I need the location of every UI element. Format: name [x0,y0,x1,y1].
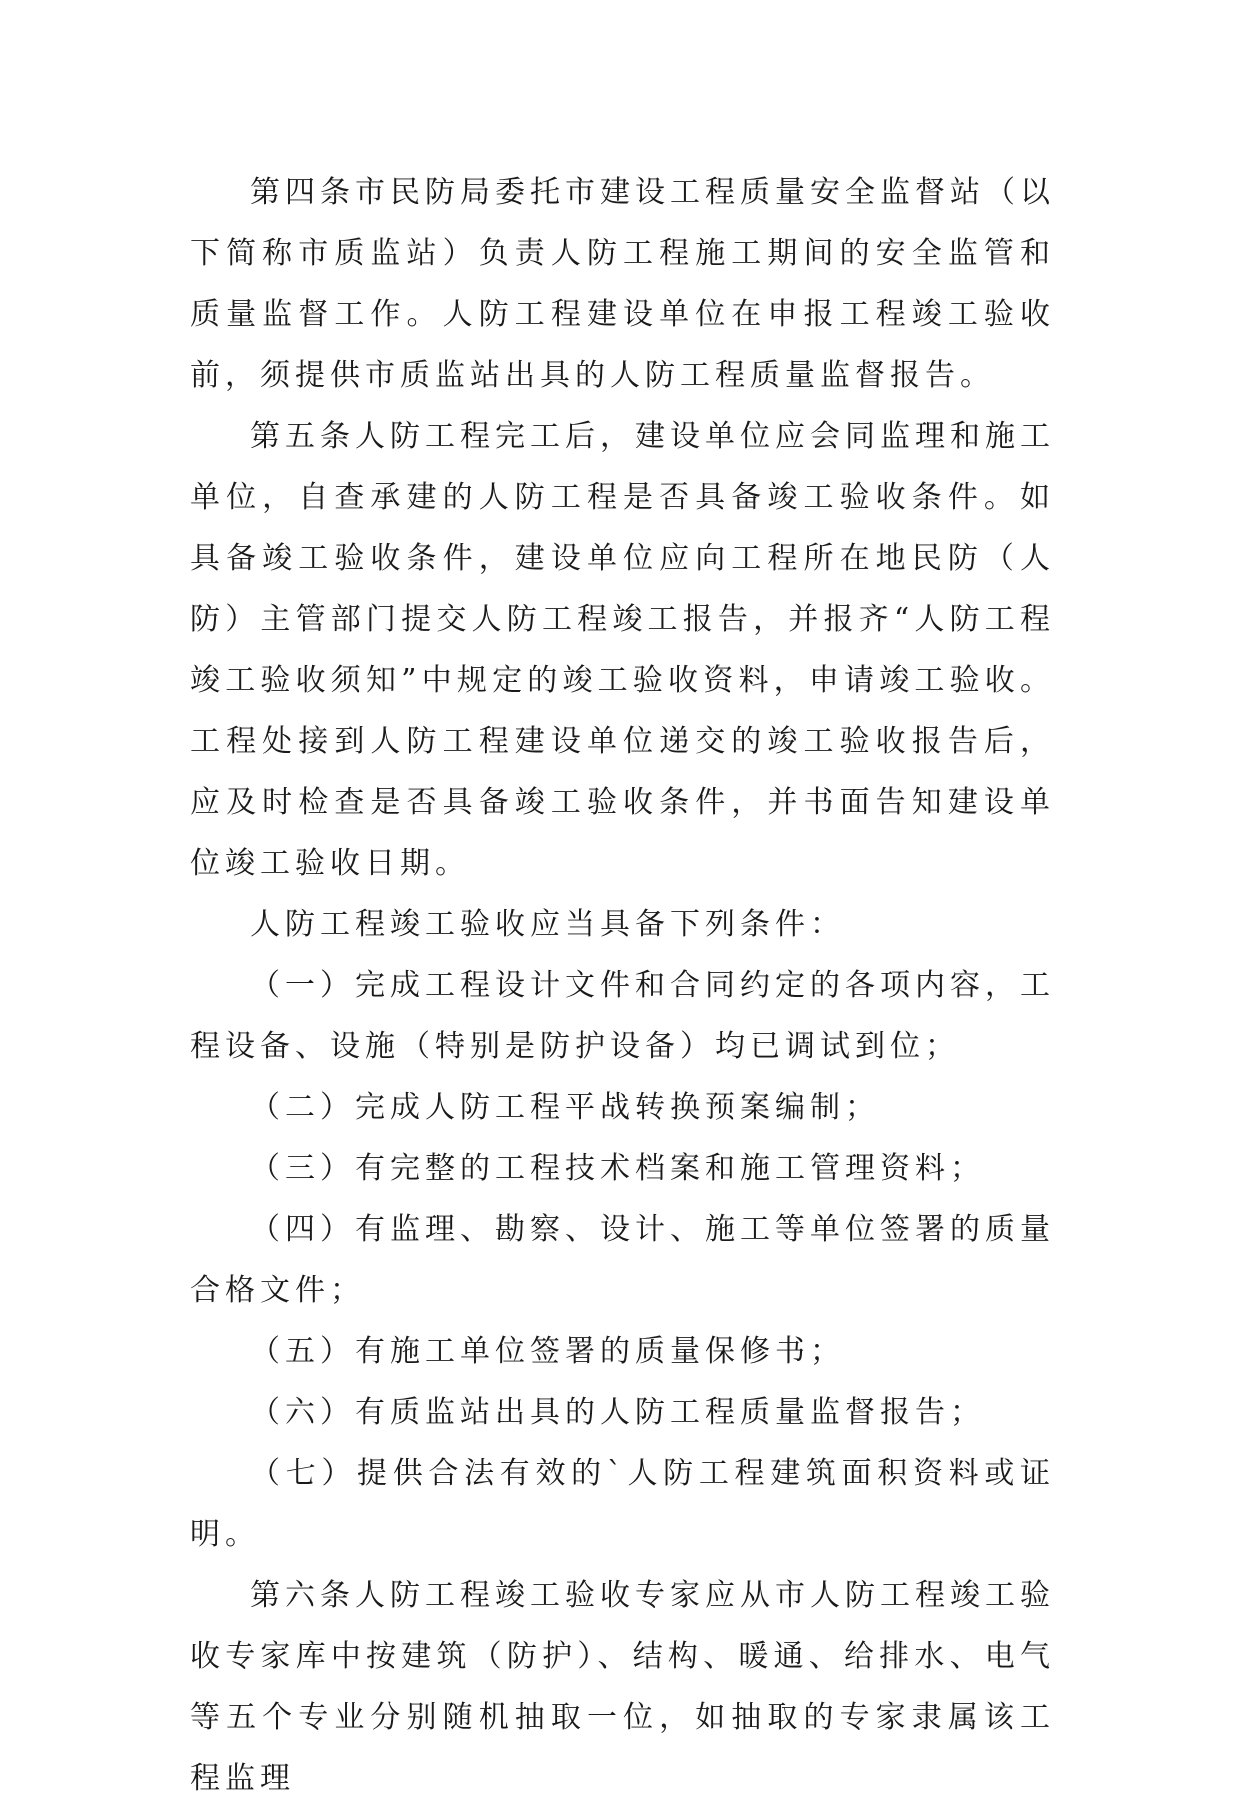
paragraph-condition-2: （二）完成人防工程平战转换预案编制； [250,1090,880,1125]
paragraph-article-4: 第四条市民防局委托市建设工程质量安全监督站（以下简称市质监站）负责人防工程施工期间的安全监管和质量监督工作。人防工程建设单位在申报工程竣工验收前，须提供市质监站出具的人防工程质量监督报告。 [190,175,1055,393]
paragraph-condition-7: （七）提供合法有效的`人防工程建筑面积资料或证明。 [190,1456,1055,1552]
paragraph-condition-1: （一）完成工程设计文件和合同约定的各项内容，工程设备、设施（特别是防护设备）均已调试到位； [190,968,1055,1064]
paragraph-conditions-intro: 人防工程竣工验收应当具备下列条件： [250,907,845,942]
paragraph-article-6: 第六条人防工程竣工验收专家应从市人防工程竣工验收专家库中按建筑（防护）、结构、暖通、给排水、电气等五个专业分别随机抽取一位，如抽取的专家隶属该工程监理 [190,1578,1055,1796]
paragraph-article-5: 第五条人防工程完工后，建设单位应会同监理和施工单位，自查承建的人防工程是否具备竣工验收条件。如具备竣工验收条件，建设单位应向工程所在地民防（人防）主管部门提交人防工程竣工报告，并报齐“人防工程竣工验收须知”中规定的竣工验收资料，申请竣工验收。工程处接到人防工程建设单位递交的竣工验收报告后，应及时检查是否具备竣工验收条件，并书面告知建设单位竣工验收日期。 [190,419,1055,881]
document-body [190,162,1055,1809]
paragraph-condition-3: （三）有完整的工程技术档案和施工管理资料； [250,1151,985,1186]
paragraph-condition-5: （五）有施工单位签署的质量保修书； [250,1334,845,1369]
paragraph-condition-6: （六）有质监站出具的人防工程质量监督报告； [250,1395,985,1430]
paragraph-condition-4: （四）有监理、勘察、设计、施工等单位签署的质量合格文件； [190,1212,1055,1308]
